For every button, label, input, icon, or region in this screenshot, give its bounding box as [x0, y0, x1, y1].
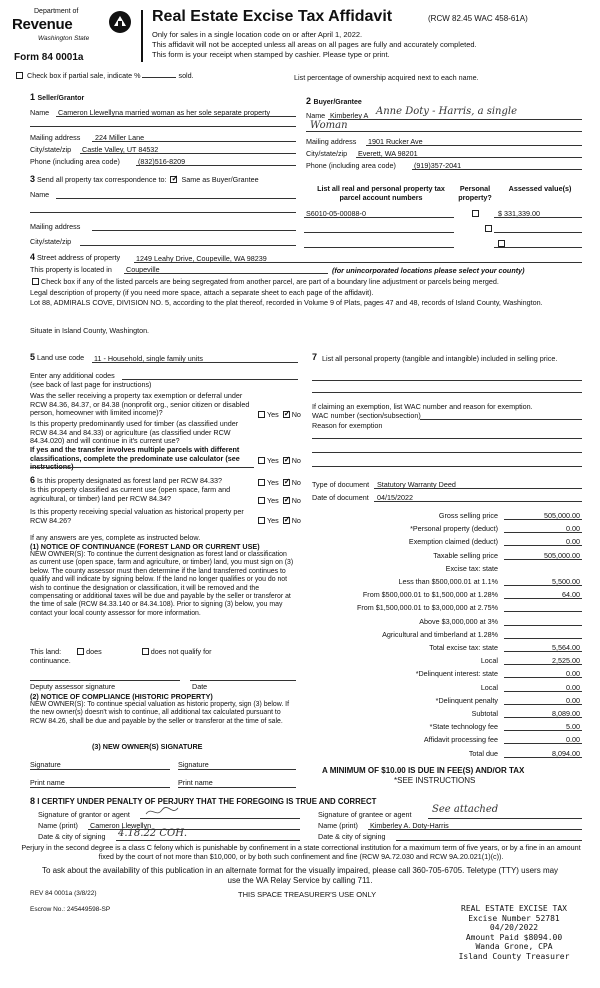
segregation-row — [30, 277, 499, 286]
q4-no-checkbox[interactable] — [283, 497, 290, 504]
section-3-row: 3 Send all property tax correspondence to: ✓ Same as Buyer/Grantee — [30, 174, 259, 184]
calc-label: From $500,000.01 to $1,500,000 at 1.28% — [362, 590, 498, 600]
located-city[interactable]: Coupeville — [126, 265, 160, 274]
seller-phone-label: Phone (including area code) — [30, 157, 120, 166]
notice-compliance-text: NEW OWNER(S): To continue special valuation as historic property, sign (3) below. If the new owner(s) doesn't wish to continue, all additional tax calculated pursuant to RCW 84.26, shall be due and payable by the seller or transferor at the time of sale. — [30, 701, 290, 725]
buyer-mail[interactable]: 1901 Rucker Ave — [368, 137, 423, 146]
q2-yes-checkbox[interactable] — [258, 457, 265, 464]
calc-value[interactable]: 0.00 — [566, 669, 580, 679]
notice-continuance-heading: (1) NOTICE OF CONTINUANCE (FOREST LAND OR CURRENT USE) — [30, 542, 260, 551]
grantor-sig-label: Signature of grantor or agent — [38, 810, 130, 819]
q1-yes-checkbox[interactable] — [258, 411, 265, 418]
multiple-parcels-note: If yes and the transfer involves multiple parcels with different classifications, complete the predominate use calculator (see instructions) — [30, 445, 240, 471]
grantee-name-label: Name (print) — [318, 821, 358, 830]
minimum-due: A MINIMUM OF $10.00 IS DUE IN FEE(S) AND/OR TAX — [322, 766, 525, 775]
personal-property-checkbox-2[interactable] — [485, 225, 492, 232]
timber-question: Is this property predominantly used for timber (as classified under RCW 84.34 and 84.33) or agriculture (as classified under RCW 84.34.020) and will continue in it's current use? — [30, 419, 239, 445]
section-7-row: 7 — [312, 352, 318, 362]
grantee-sig-label: Signature of grantee or agent — [318, 810, 412, 819]
rcw-ref: (RCW 82.45 WAC 458-61A) — [428, 14, 528, 23]
q4-yes-no: Yes ✓ No — [256, 496, 301, 505]
additional-codes-label: Enter any additional codes — [30, 371, 115, 380]
calc-label: Total excise tax: state — [429, 643, 498, 652]
q2-no-checkbox[interactable] — [283, 457, 290, 464]
stamp-line: REAL ESTATE EXCISE TAX — [461, 904, 567, 913]
calc-value[interactable]: 8,089.00 — [552, 709, 580, 718]
form-number: Form 84 0001a — [14, 52, 84, 63]
q5-yes-no: Yes ✓ No — [256, 516, 301, 525]
calc-label: Total due — [468, 748, 498, 758]
section-5-row: 5 Land use code — [30, 352, 85, 362]
treasurer-only: THIS SPACE TREASURER'S USE ONLY — [238, 890, 377, 899]
buyer-name[interactable]: Kimberley A — [330, 111, 369, 120]
grantor-date-handwritten[interactable]: 4.18.22 COH. — [118, 828, 188, 839]
doc-date-label: Date of document — [312, 493, 369, 502]
sec3-name-label: Name — [30, 190, 50, 199]
alt-format-notice: To ask about the availability of this publication in an alternate format for the visually impaired, please call 360-705-6705. Teletype (TTY) users may use the WA Relay Service by calling 711. — [41, 866, 559, 885]
notice-continuance-text: NEW OWNER(S): To continue the current designation as forest land or classification as current use (open space, farm and agriculture, or timber) land, you must sign on (3) below. The county assessor must then determine if the land transferred continues to qualify and will indicate by signing below. If the land no longer qualifies or you do not wish to continue the designation or classification, it will be removed and the compensating or additional taxes will be due and payable by the seller or transferor at the time of sale (RCW 84.33.140 or 84.34.108). Prior to signing (3) below, you may contact your local county assessor for more information. — [30, 551, 294, 617]
seller-city[interactable]: Castle Valley, UT 84532 — [82, 145, 159, 154]
deputy-signature-label: Deputy assessor signature — [30, 682, 116, 691]
buyer-city[interactable]: Everett, WA 98201 — [358, 149, 418, 158]
if-any-yes: If any answers are yes, complete as instructed below. — [30, 533, 201, 542]
seller-mail-label: Mailing address — [30, 133, 81, 142]
q1-yes-no: Yes ✓ No — [256, 410, 301, 419]
buyer-mail-label: Mailing address — [306, 137, 357, 146]
calc-label: Local — [480, 682, 498, 692]
see-instructions: *SEE INSTRUCTIONS — [394, 776, 476, 785]
q5-yes-checkbox[interactable] — [258, 517, 265, 524]
calc-value[interactable]: 64.00 — [562, 590, 580, 600]
new-owner-signature-heading: (3) NEW OWNER(S) SIGNATURE — [92, 742, 203, 751]
seller-phone[interactable]: (832)516-8209 — [138, 157, 186, 166]
stamp-line: Wanda Grone, CPA — [475, 942, 553, 952]
partial-sale-row — [14, 71, 194, 80]
calc-label: Exemption claimed (deduct) — [408, 537, 498, 547]
calc-value[interactable]: 0.00 — [566, 695, 580, 705]
calc-label: *State technology fee — [429, 722, 498, 732]
seller-city-label: City/state/zip — [30, 145, 72, 154]
calc-label: Above $3,000,000 at 3% — [419, 616, 498, 626]
q3-no-checkbox[interactable] — [283, 479, 290, 486]
calc-label: Excise tax: state — [445, 563, 498, 573]
street-address-label: Street address of property — [37, 253, 121, 262]
dept-label: Department of — [34, 8, 79, 15]
revenue-wordmark: Revenue — [12, 16, 73, 33]
calc-label: Less than $500,000.01 at 1.1% — [398, 577, 498, 586]
exemption-claim-label: If claiming an exemption, list WAC number and reason for exemption. — [312, 402, 533, 411]
segregation-checkbox[interactable] — [32, 278, 39, 285]
personal-property-header: Personal property? — [458, 184, 492, 202]
buyer-phone[interactable]: (919)357-2041 — [414, 161, 462, 170]
calc-label: Taxable selling price — [433, 550, 498, 560]
stamp-line: Excise Number 52781 — [468, 913, 560, 923]
calc-label: *Delinquent interest: state — [415, 669, 498, 679]
calc-value[interactable]: 8,094.00 — [552, 748, 580, 758]
escrow-number: Escrow No.: 245449598-SP — [30, 906, 111, 913]
notice-compliance-heading: (2) NOTICE OF COMPLIANCE (HISTORIC PROPERTY) — [30, 692, 213, 701]
this-land-row: This land: does does not qualify for — [30, 647, 212, 656]
calc-label: Subtotal — [471, 709, 498, 718]
wac-label: WAC number (section/subsection) — [312, 411, 421, 420]
calc-value[interactable]: 0.00 — [566, 524, 580, 534]
land-use-code[interactable]: 11 - Household, single family units — [94, 354, 203, 363]
seller-mail[interactable]: 224 Miller Lane — [95, 133, 145, 142]
calc-value[interactable]: 2,525.00 — [552, 656, 580, 666]
section-4-row: 4 Street address of property — [30, 252, 121, 262]
q3-yes-no: Yes ✓ No — [256, 478, 301, 487]
assessed-value[interactable]: $ 331,339.00 — [498, 209, 540, 218]
located-label: This property is located in — [30, 265, 112, 274]
stamp-line: Island County Treasurer — [458, 951, 570, 961]
stamp-line: 04/20/2022 — [489, 923, 539, 933]
revenue-logo-icon — [108, 10, 132, 34]
doc-type-label: Type of document — [312, 480, 370, 489]
q5-no-checkbox[interactable] — [283, 517, 290, 524]
forest-land-question: Is this property designated as forest land per RCW 84.33? — [37, 476, 222, 485]
doc-date[interactable]: 04/15/2022 — [377, 493, 413, 502]
does-not-checkbox[interactable] — [142, 648, 149, 655]
buyer-name-handwritten[interactable]: Anne Doty - Harris, a single — [376, 106, 518, 117]
grantee-name[interactable]: Kimberley A. Doty-Harris — [370, 821, 449, 830]
same-as-buyer-checkbox[interactable] — [170, 176, 177, 183]
calc-value[interactable]: 505,000.00 — [544, 511, 580, 520]
grantor-name-label: Name (print) — [38, 821, 78, 830]
personal-property-label: List all personal property (tangible and intangible) included in selling price. — [322, 354, 558, 363]
calc-label: Gross selling price — [438, 511, 498, 520]
calc-label: *Personal property (deduct) — [410, 524, 498, 534]
q2-yes-no: Yes ✓ No — [256, 456, 301, 465]
calc-value[interactable]: 5.00 — [566, 722, 580, 732]
unincorporated-note: (for unincorporated locations please select your county) — [332, 266, 525, 275]
calc-value[interactable]: 0.00 — [566, 537, 580, 547]
stamp-line: Amount Paid $8094.00 — [465, 932, 563, 942]
signature-label-2: Signature — [178, 760, 209, 769]
calc-label: Agricultural and timberland at 1.28% — [382, 629, 498, 639]
calc-value[interactable]: 0.00 — [566, 682, 580, 692]
calc-label: Local — [480, 656, 498, 666]
perjury-notice: Perjury in the second degree is a class C felony which is punishable by confinement in a state correctional institution for a maximum term of five years, or by a fine in an amount fixed by the court of not more than $10,000, or by both such confinement and fine (RCW 9A.72.030 and RCW 9A.20.021(1)(c)). — [21, 843, 581, 861]
current-use-question: Is this property classified as current use (open space, farm and agricultural, or timber) land per RCW 84.34? — [30, 485, 231, 503]
personal-property-checkbox-1[interactable] — [472, 210, 479, 217]
seller-name[interactable]: Cameron Llewellyna married woman as her sole separate property — [58, 108, 271, 117]
calc-value[interactable]: 505,000.00 — [544, 550, 580, 560]
partial-sale-label: Check box if partial sale, indicate % — [27, 71, 141, 80]
state-label: Washington State — [38, 35, 90, 42]
certify-heading: 8 I CERTIFY UNDER PENALTY OF PERJURY THAT THE FOREGOING IS TRUE AND CORRECT — [30, 796, 377, 806]
exemption-question: Was the seller receiving a property tax exemption or deferral under RCW 84.36, 84.37, or 84.38 (nonprofit org., senior citizen or disabled person, homeowner with limited income)? — [30, 391, 250, 417]
grantor-date-label: Date & city of signing — [38, 832, 106, 841]
q4-yes-checkbox[interactable] — [258, 497, 265, 504]
q1-no-checkbox[interactable] — [283, 411, 290, 418]
continuance-label: continuance. — [30, 656, 71, 665]
send-correspondence-label: Send all property tax correspondence to: — [37, 175, 167, 184]
grantee-date-label: Date & city of signing — [318, 832, 386, 841]
doc-type[interactable]: Statutory Warranty Deed — [377, 480, 456, 489]
legal-label: Legal description of property (if you need more space, attach a separate sheet to each page of the affidavit). — [30, 288, 374, 297]
revenue-logo — [8, 8, 132, 52]
ownership-note: List percentage of ownership acquired next to each name. — [294, 73, 479, 82]
sold-label: sold. — [178, 71, 194, 80]
historic-question: Is this property receiving special valuation as historical property per RCW 84.26? — [30, 507, 244, 525]
partial-sale-checkbox[interactable] — [16, 72, 23, 79]
calc-label: Affidavit processing fee — [423, 735, 498, 745]
treasurer-stamp — [444, 904, 584, 962]
street-address[interactable]: 1249 Leahy Drive, Coupeville, WA 98239 — [136, 254, 267, 263]
buyer-city-label: City/state/zip — [306, 149, 348, 158]
sec3-city-label: City/state/zip — [30, 237, 72, 246]
buyer-name-label: Name — [306, 111, 326, 120]
header-note-3: This form is your receipt when stamped by cashier. Please type or print. — [152, 50, 390, 59]
parcel-number[interactable]: S6010-05-00088-0 — [306, 209, 366, 218]
section-1-heading: 1 Seller/Grantor — [30, 92, 85, 102]
header-divider — [141, 10, 143, 62]
buyer-phone-label: Phone (including area code) — [306, 161, 396, 170]
legal-description[interactable]: Lot 88, ADMIRALS COVE, DIVISION NO. 5, according to the plat thereof, recorded in Volume 9 of Plats, pages 47 and 48, records of Island County, Washington. — [30, 298, 543, 307]
parcel-column-header: List all real and personal property tax parcel account numbers — [317, 184, 445, 202]
personal-property-checkbox-3[interactable] — [498, 240, 505, 247]
page-title: Real Estate Excise Tax Affidavit — [152, 8, 393, 25]
calc-value[interactable]: 0.00 — [566, 735, 580, 745]
same-as-buyer-label: Same as Buyer/Grantee — [181, 175, 259, 184]
buyer-name-handwritten-2[interactable]: Woman — [310, 120, 348, 131]
q3-yes-checkbox[interactable] — [258, 479, 265, 486]
seller-name-label: Name — [30, 108, 50, 117]
print-name-label-2: Print name — [178, 778, 213, 787]
assessed-value-header: Assessed value(s) — [508, 184, 572, 193]
does-checkbox[interactable] — [77, 648, 84, 655]
reason-label: Reason for exemption — [312, 421, 383, 430]
header-note-1: Only for sales in a single location code on or after April 1, 2022. — [152, 30, 363, 39]
section-6-row: 6 Is this property designated as forest land per RCW 84.33? — [30, 475, 222, 485]
calc-label: *Delinquent penalty — [435, 695, 498, 705]
see-back-note: (see back of last page for instructions) — [30, 380, 152, 389]
situate[interactable]: Situate in Island County, Washington. — [30, 326, 150, 335]
print-name-label-1: Print name — [30, 778, 65, 787]
section-2-heading: 2 Buyer/Grantee — [306, 96, 362, 106]
signature-label-1: Signature — [30, 760, 61, 769]
grantee-sig-handwritten[interactable]: See attached — [432, 804, 499, 815]
calc-label: From $1,500,000.01 to $3,000,000 at 2.75% — [356, 603, 498, 613]
land-use-label: Land use code — [37, 353, 85, 362]
calc-value[interactable]: 5,500.00 — [552, 577, 580, 586]
grantor-name[interactable]: Cameron Llewellyn — [90, 821, 152, 830]
sec3-mail-label: Mailing address — [30, 222, 81, 231]
rev-number: REV 84 0001a (3/8/22) — [30, 890, 97, 897]
deputy-date-label: Date — [192, 682, 208, 691]
header-note-2: This affidavit will not be accepted unless all areas on all pages are fully and accurately completed. — [152, 40, 477, 49]
calc-value[interactable]: 5,564.00 — [552, 643, 580, 652]
segregation-label: Check box if any of the listed parcels are being segregated from another parcel, are part of a boundary line adjustment or parcels being merged. — [41, 277, 499, 286]
grantor-signature-scribble[interactable] — [144, 804, 194, 820]
